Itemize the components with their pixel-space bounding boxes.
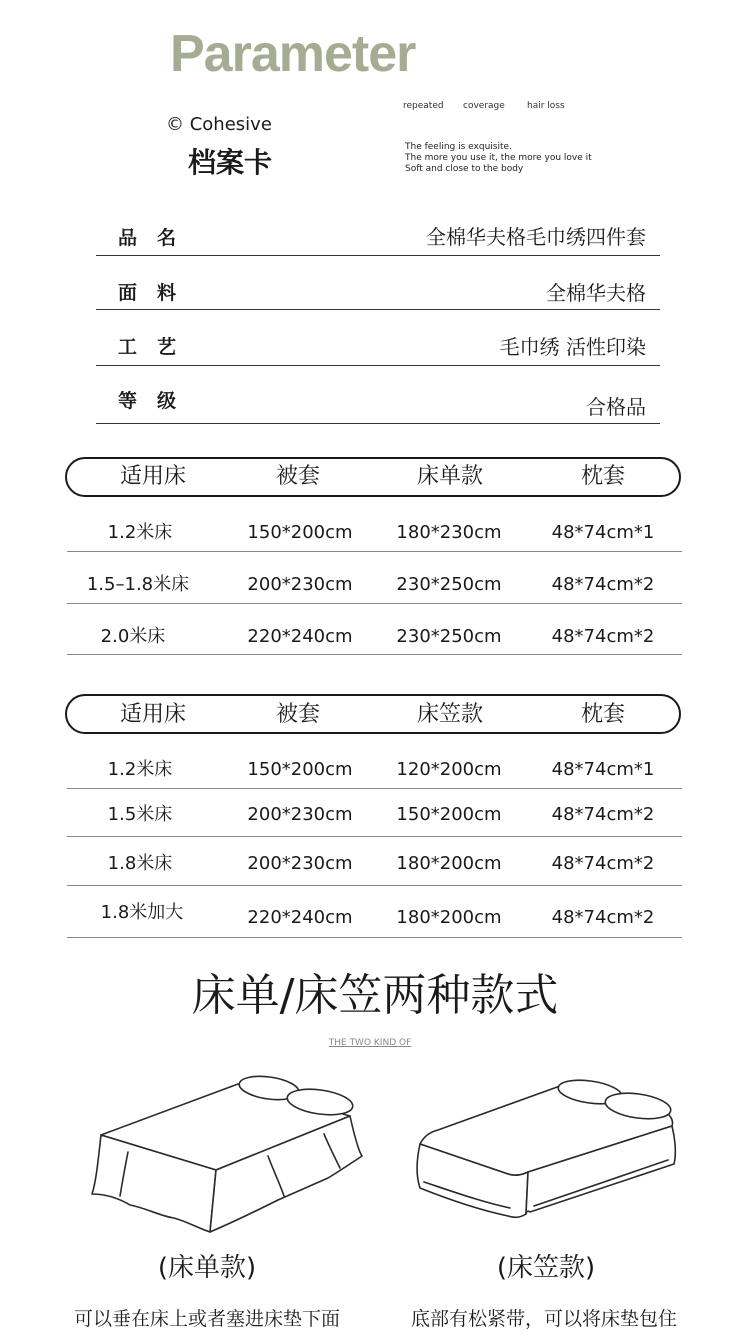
flat-sheet-note: 可以垂在床上或者塞进床垫下面 (73, 1308, 340, 1330)
table2-cell: 150*200cm (396, 804, 502, 825)
table1-header-pillow: 枕套 (580, 464, 625, 489)
section-heading: 床单/床笠两种款式 (191, 970, 559, 1021)
divider (96, 423, 660, 424)
table2-header-bed: 适用床 (119, 702, 186, 727)
attr-key-craft: 工艺 (118, 336, 197, 358)
tag-coverage: coverage (463, 101, 505, 111)
tagline-2: The more you use it, the more you love it (405, 153, 592, 163)
table2-cell: 1.2米床 (107, 759, 173, 780)
tagline-1: The feeling is exquisite. (405, 142, 512, 152)
attr-value-grade: 合格品 (586, 395, 646, 419)
table2-row-divider (67, 836, 682, 837)
table2-cell: 200*230cm (247, 853, 353, 874)
table2-row-divider (67, 885, 682, 886)
table2-cell: 220*240cm (247, 907, 353, 928)
table1-row-divider (67, 551, 682, 552)
table2-cell: 180*200cm (396, 853, 502, 874)
brand-name: © Cohesive (166, 114, 272, 135)
tag-repeated: repeated (403, 101, 444, 111)
table2-row-divider (67, 937, 682, 938)
table1-header-duvet: 被套 (275, 464, 320, 489)
table2-header-duvet: 被套 (275, 702, 320, 727)
table1-cell: 150*200cm (247, 522, 353, 543)
table2-cell: 200*230cm (247, 804, 353, 825)
card-label: 档案卡 (188, 146, 273, 179)
table1-cell: 230*250cm (396, 626, 502, 647)
table2-cell: 1.5米床 (107, 804, 173, 825)
flat-sheet-caption: (床单款) (157, 1253, 257, 1283)
divider (96, 255, 660, 256)
divider (96, 365, 660, 366)
table2-row-divider (67, 788, 682, 789)
fitted-sheet-caption: (床笠款) (496, 1253, 596, 1283)
table1-cell: 1.5–1.8米床 (86, 574, 190, 595)
table1-row-divider (67, 603, 682, 604)
table2-cell: 120*200cm (396, 759, 502, 780)
table1-cell: 2.0米床 (100, 626, 166, 647)
tagline-3: Soft and close to the body (405, 164, 524, 174)
section-subheading: THE TWO KIND OF (328, 1038, 412, 1048)
divider (96, 309, 660, 310)
table1-header-sheet: 床单款 (416, 464, 483, 489)
table1-cell: 220*240cm (247, 626, 353, 647)
attr-value-craft: 毛巾绣 活性印染 (499, 335, 646, 359)
table1-cell: 180*230cm (396, 522, 502, 543)
table1-cell: 230*250cm (396, 574, 502, 595)
table2-header-fitted: 床笠款 (416, 702, 483, 727)
flat-sheet-illustration (88, 1072, 368, 1240)
table2-cell: 48*74cm*2 (551, 853, 655, 874)
table2-cell: 150*200cm (247, 759, 353, 780)
fitted-sheet-illustration (410, 1072, 680, 1222)
table2-cell: 1.8米床 (107, 853, 173, 874)
table1-cell: 1.2米床 (107, 522, 173, 543)
table1-row-divider (67, 654, 682, 655)
attr-value-name: 全棉华夫格毛巾绣四件套 (426, 225, 646, 249)
table1-header-bed: 适用床 (119, 464, 186, 489)
table1-cell: 200*230cm (247, 574, 353, 595)
tag-hair-loss: hair loss (527, 101, 565, 111)
attr-key-name: 品名 (118, 227, 197, 249)
table1-cell: 48*74cm*1 (551, 522, 655, 543)
fitted-sheet-note: 底部有松紧带，可以将床垫包住 (410, 1308, 677, 1330)
table1-cell: 48*74cm*2 (551, 626, 655, 647)
attr-key-fabric: 面料 (118, 282, 197, 304)
page-title: Parameter (170, 25, 416, 83)
table2-header-pillow: 枕套 (580, 702, 625, 727)
table1-cell: 48*74cm*2 (551, 574, 655, 595)
attr-key-grade: 等级 (118, 390, 197, 412)
attr-value-fabric: 全棉华夫格 (546, 281, 646, 305)
table2-cell: 1.8米加大 (100, 902, 184, 923)
table2-cell: 180*200cm (396, 907, 502, 928)
table2-cell: 48*74cm*2 (551, 907, 655, 928)
table2-cell: 48*74cm*2 (551, 804, 655, 825)
table2-cell: 48*74cm*1 (551, 759, 655, 780)
